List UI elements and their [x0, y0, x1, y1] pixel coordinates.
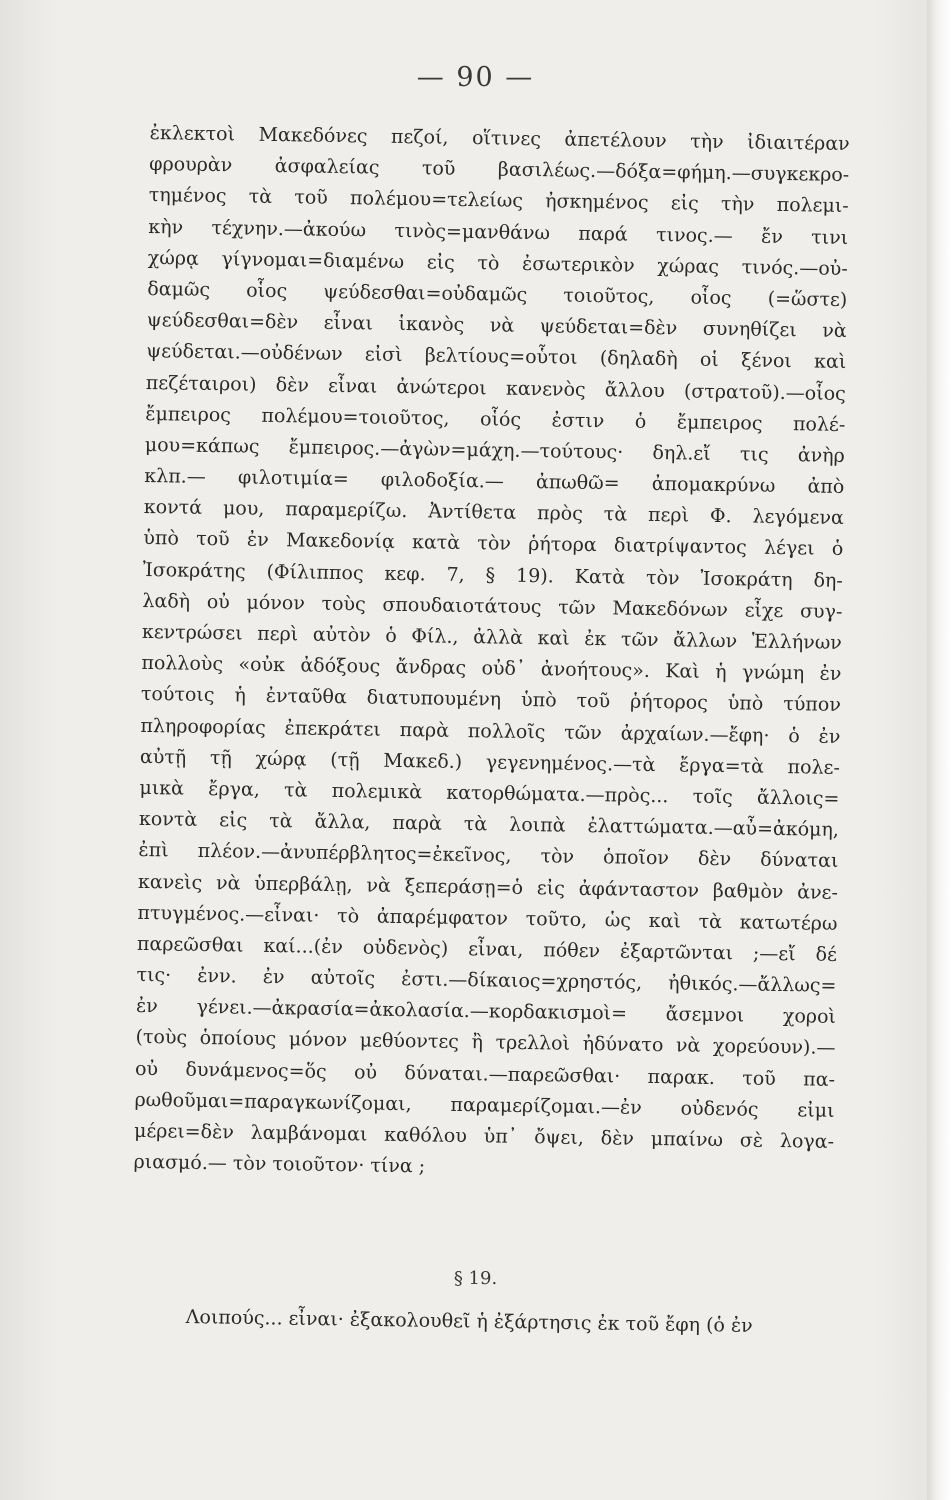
- text-line: αὐτῇ τῇ χώρᾳ (τῇ Μακεδ.) γεγενημένος.—τὰ ἔργα=τὰ πολε-: [139, 745, 841, 779]
- text-line: τημένος τὰ τοῦ πολέμου=τελείως ἠσκημένος εἰς τὴν πολεμι-: [148, 184, 849, 218]
- text-line: Ἰσοκράτης (Φίλιππος κεφ. 7, § 19). Κατὰ τὸν Ἰσοκράτη δη-: [142, 558, 843, 592]
- text-line: ἐκλεκτοὶ Μακεδόνες πεζοί, οἵτινες ἀπετέλουν τὴν ἰδιαιτέραν: [149, 121, 850, 155]
- text-line: χώρᾳ γίγνομαι=διαμένω εἰς τὸ ἐσωτερικὸν χώρας τινός.—οὐ-: [147, 246, 848, 280]
- text-line: τούτοις ἡ ἐνταῦθα διατυπουμένη ὑπὸ τοῦ ῥήτορος ὑπὸ τύπον: [140, 683, 842, 717]
- text-line: κανεὶς νὰ ὑπερβάλῃ, νὰ ξεπεράσῃ=ὁ εἰς ἀφάνταστον βαθμὸν ἀνε-: [137, 870, 839, 904]
- text-line: ἐν γένει.—ἀκρασία=ἀκολασία.—κορδακισμοὶ= ἄσεμνοι χοροὶ: [135, 995, 837, 1029]
- text-line: φρουρὰν ἀσφαλείας τοῦ βασιλέως.—δόξα=φήμη.—συγκεκρο-: [149, 153, 850, 187]
- text-line: παρεῶσθαι καί...(ἐν οὐδενὸς) εἶναι, πόθεν ἐξαρτῶνται ;—εἴ δέ: [136, 932, 838, 966]
- text-line: μικὰ ἔργα, τὰ πολεμικὰ κατορθώματα.—πρὸς... τοῖς ἄλλοις=: [139, 776, 840, 810]
- text-line: πεζέταιροι) δὲν εἶναι ἀνώτεροι κανενὸς ἄλλου (στρατοῦ).—οἷος: [145, 371, 846, 405]
- text-line: ψεύδεσθαι=δὲν εἶναι ἱκανὸς νὰ ψεύδεται=δὲν συνηθίζει νὰ: [146, 309, 847, 343]
- text-line: οὐ δυνάμενος=ὅς οὐ δύναται.—παρεῶσθαι· παρακ. τοῦ πα-: [134, 1057, 836, 1091]
- text-line: πολλοὺς «οὐκ ἀδόξους ἄνδρας οὐδ᾽ ἀνοήτους». Καὶ ἡ γνώμη ἐν: [141, 652, 842, 686]
- text-line: τις· ἐνν. ἐν αὐτοῖς ἐστι.—δίκαιος=χρηστός, ἠθικός.—ἄλλως=: [136, 963, 837, 997]
- text-line: κὴν τέχνην.—ἀκούω τινὸς=μανθάνω παρά τινος.— ἔν τινι: [148, 215, 849, 249]
- text-line: ρωθοῦμαι=παραγκωνίζομαι, παραμερίζομαι.—ἐν οὐδενός εἰμι: [134, 1088, 835, 1122]
- text-line: κοντὰ εἰς τὰ ἄλλα, παρὰ τὰ λοιπὰ ἐλαττώματα.—αὖ=ἀκόμη,: [138, 808, 840, 842]
- text-line: ψεύδεται.—οὐδένων εἰσὶ βελτίους=οὗτοι (δηλαδὴ οἱ ξένοι καὶ: [146, 340, 847, 374]
- text-line: λαδὴ οὐ μόνον τοὺς σπουδαιοτάτους τῶν Μακεδόνων εἶχε συγ-: [142, 589, 843, 623]
- text-line: κεντρώσει περὶ αὐτὸν ὁ Φίλ., ἀλλὰ καὶ ἐκ τῶν ἄλλων Ἑλλήνων: [141, 620, 843, 654]
- text-line: κλπ.— φιλοτιμία= φιλοδοξία.— ἀπωθῶ= ἀπομακρύνω ἀπὸ: [144, 465, 845, 499]
- text-line: μου=κάπως ἔμπειρος.—ἀγὼν=μάχη.—τούτους· δηλ.εἴ τις ἀνὴρ: [144, 433, 845, 467]
- footer-line: Λοιπούς... εἶναι· ἐξακολουθεῖ ἡ ἐξάρτησις ἐκ τοῦ ἔφη (ὁ ἐν: [185, 1305, 753, 1337]
- text-line: ἐπὶ πλέον.—ἀνυπέρβλητος=ἐκεῖνος, τὸν ὁποῖον δὲν δύναται: [138, 839, 839, 873]
- page-number: — 90 —: [416, 62, 535, 93]
- section-mark: § 19.: [453, 1268, 498, 1289]
- text-line: πτυγμένος.—εἶναι· τὸ ἀπαρέμφατον τοῦτο, ὡς καὶ τὰ κατωτέρω: [137, 901, 838, 935]
- text-line: ὑπὸ τοῦ ἐν Μακεδονίᾳ κατὰ τὸν ῥήτορα διατρίψαντος λέγει ὁ: [143, 527, 844, 561]
- text-line: ριασμό.— τὸν τοιοῦτον· τίνα ;: [133, 1151, 426, 1178]
- text-line: δαμῶς οἷος ψεύδεσθαι=οὐδαμῶς τοιοῦτος, οἷος (=ὥστε): [147, 277, 848, 311]
- text-line: (τοὺς ὁποίους μόνον μεθύοντες ἢ τρελλοὶ ἠδύνατο νὰ χορεύουν).—: [135, 1026, 836, 1060]
- commentary-text: [133, 118, 850, 1189]
- text-line: μέρει=δὲν λαμβάνομαι καθόλου ὑπ᾽ ὄψει, δὲν μπαίνω σὲ λογα-: [133, 1119, 835, 1153]
- text-line: πληροφορίας ἐπεκράτει παρὰ πολλοῖς τῶν ἀρχαίων.—ἔφη· ὁ ἐν: [140, 714, 841, 748]
- text-line: κοντά μου, παραμερίζω. Ἀντίθετα πρὸς τὰ περὶ Φ. λεγόμενα: [143, 496, 844, 530]
- text-line: ἔμπειρος πολέμου=τοιοῦτος, οἷός ἐστιν ὁ ἔμπειρος πολέ-: [145, 402, 846, 436]
